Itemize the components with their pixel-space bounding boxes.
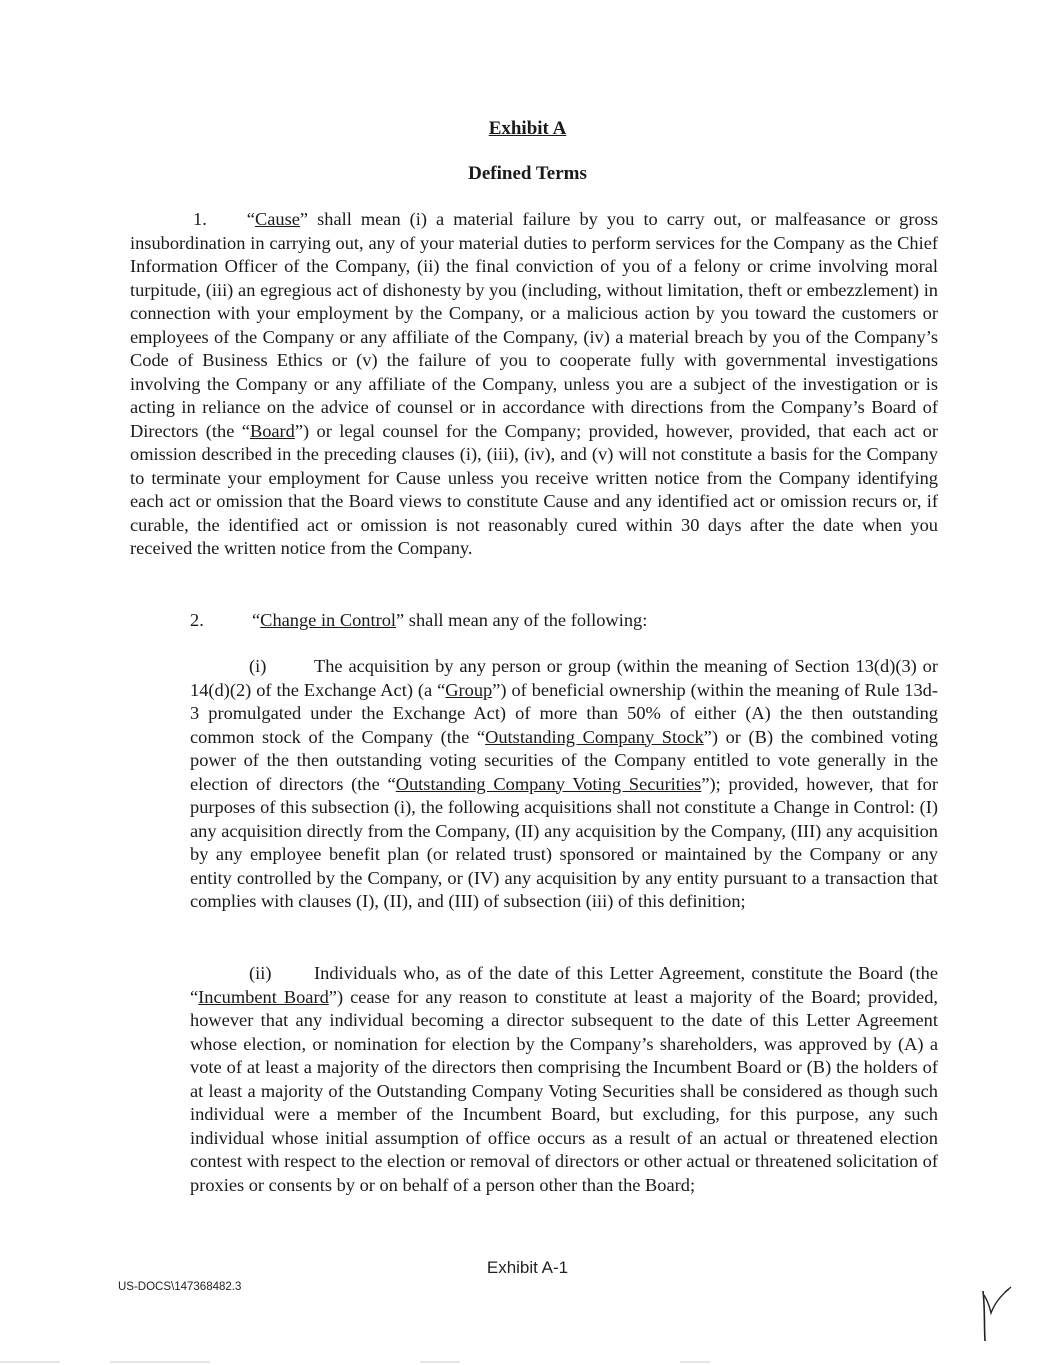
term-outstanding-company-voting-securities: Outstanding Company Voting Securities	[395, 773, 702, 794]
section-2-change-in-control: 2. “Change in Control” shall mean any of the following:	[190, 609, 938, 633]
section-1-number: 1.	[193, 209, 207, 229]
section-1-text-a: ” shall mean (i) a material failure by you to carry out, or malfeasance or gross insubordination in carrying out, any of your material duties to perform services for the Company as the Chief Information Officer of the Company, (ii) the final conviction of you of a felony or crime involving moral turpitude, (iii) an egregious act of dishonesty by you (including, without limitation, theft or embezzlement) in connection with your employment by the Company, or a malicious action by you toward the customers or employees of the Company or any affiliate of the Company, (iv) a material breach by you of the Company’s Code of Business Ethics or (v) the failure of you to cooperate fully with governmental investigations involving the Company or any affiliate of the Company, unless you are a subject of the investigation or is acting in reliance on the advice of counsel or in accordance with directions from the Company’s Board of Directors (the “	[130, 209, 938, 441]
scan-artifact	[680, 1361, 710, 1363]
term-change-in-control: Change in Control	[260, 610, 397, 630]
section-1-cause: 1. “Cause” shall mean (i) a material failure by you to carry out, or malfeasance or gross insubordination in carrying out, any of your material duties to perform services for the Company as the Chief Information Officer of the Company, (ii) the final conviction of you of a felony or crime involving moral turpitude, (iii) an egregious act of dishonesty by you (including, without limitation, theft or embezzlement) in connection with your employment by the Company, or a malicious action by you toward the customers or employees of the Company or any affiliate of the Company, (iv) a material breach by you of the Company’s Code of Business Ethics or (v) the failure of you to cooperate fully with governmental investigations involving the Company or any affiliate of the Company, unless you are a subject of the investigation or is acting in reliance on the advice of counsel or in accordance with directions from the Company’s Board of Directors (the “Board”) or legal counsel for the Company; provided, however, provided, that each act or omission described in the preceding clauses (i), (iii), (iv), and (v) will not constitute a basis for the Company to terminate your employment for Cause unless you receive written notice from the Company identifying each act or omission that the Board views to constitute Cause and any identified act or omission recurs or, if curable, the identified act or omission is not reasonably cured within 30 days after the date when you received the written notice from the Company.	[130, 209, 938, 558]
term-cause: Cause	[254, 209, 300, 229]
handwritten-initials	[975, 1283, 1015, 1343]
document-id: US-DOCS\147368482.3	[118, 1281, 242, 1293]
subsection-ii-label: (ii)	[249, 963, 272, 983]
section-2-number: 2.	[190, 610, 204, 630]
term-group: Group	[445, 679, 493, 700]
page-footer: Exhibit A-1	[486, 1258, 569, 1277]
subsection-i	[190, 655, 938, 914]
subsection-ii-text-a: Individuals who, as of the date of this Letter Agreement, constitute the Board (the “	[190, 963, 938, 1007]
term-outstanding-company-stock: Outstanding Company Stock	[485, 726, 704, 747]
scan-artifact	[0, 1361, 60, 1363]
subsection-i-label: (i)	[249, 656, 267, 676]
term-incumbent-board: Incumbent Board	[198, 986, 329, 1007]
section-1-text-b: ”) or legal counsel for the Company; provided, however, provided, that each act or omission described in the preceding clauses (i), (iii), (iv), and (v) will not constitute a basis for the Company to terminate your employment for Cause unless you receive written notice from the Company identifying each act or omission that the Board views to constitute Cause and any identified act or omission recurs or, if curable, the identified act or omission is not reasonably cured within 30 days after the date when you received the written notice from the Company.	[130, 420, 938, 558]
term-board: Board	[249, 420, 295, 441]
scan-artifact	[110, 1361, 210, 1363]
subsection-ii-text-b: ”) cease for any reason to constitute at least a majority of the Board; provided, however that any individual becoming a director subsequent to the date of this Letter Agreement whose election, or nomination for election by the Company’s shareholders, was approved by (A) a vote of at least a majority of the directors then comprising the Incumbent Board or (B) the holders of at least a majority of the Outstanding Company Voting Securities shall be considered as though such individual were a member of the Incumbent Board, but excluding, for this purpose, any such individual whose initial assumption of office occurs as a result of an actual or threatened election contest with respect to the election or removal of directors or other actual or threatened solicitation of proxies or consents by or on behalf of a person other than the Board;	[190, 986, 939, 1195]
section-2-text: ” shall mean any of the following:	[396, 610, 648, 630]
subsection-i-text-a: The acquisition by any person or group (within the meaning of Section 13(d)(3) or 14(d)(2) of the Exchange Act) (a “	[190, 656, 938, 700]
subsection-i-text-c: ”) or (B) the combined voting power of the then outstanding voting securities of the Company entitled to vote generally in the election of directors (the “	[190, 726, 938, 794]
scan-artifact	[420, 1361, 460, 1363]
defined-terms-heading: Defined Terms	[468, 163, 587, 184]
subsection-i-text-b: ”) of beneficial ownership (within the meaning of Rule 13d-3 promulgated under the Exchange Act) of more than 50% of either (A) the then outstanding common stock of the Company (the “	[190, 679, 938, 747]
exhibit-title: Exhibit A	[488, 118, 567, 139]
subsection-ii	[190, 962, 938, 1197]
subsection-i-text-d: ”); provided, however, that for purposes of this subsection (i), the following acquisitions shall not constitute a Change in Control: (I) any acquisition directly from the Company, (II) any acquisition by the Company, (III) any acquisition by any employee benefit plan (or related trust) sponsored or maintained by the Company or any entity controlled by the Company, or (IV) any acquisition by any entity pursuant to a transaction that complies with clauses (I), (II), and (III) of subsection (iii) of this definition;	[190, 773, 938, 911]
